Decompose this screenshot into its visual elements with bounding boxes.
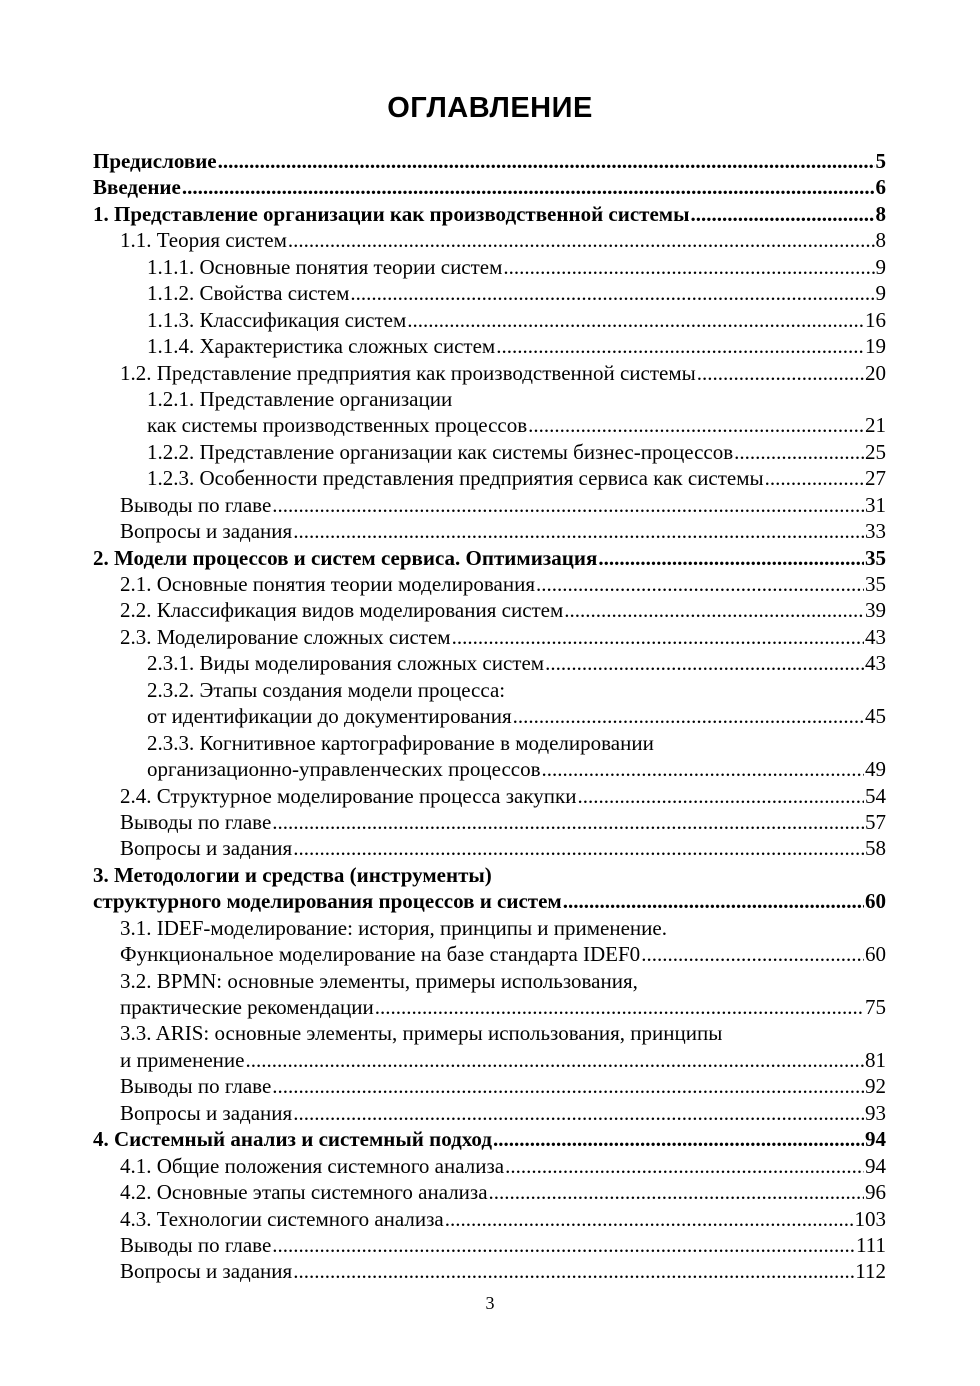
toc-entry-title: 4. Системный анализ и системный подход [93, 1127, 492, 1152]
toc-section[interactable] [93, 783, 886, 809]
toc-section[interactable] [93, 227, 886, 253]
toc-entry-page: 27 [865, 466, 886, 491]
toc-entry-title: 2.3.3. Когнитивное картографирование в моделировании [147, 730, 654, 755]
toc-entry-page: 9 [875, 254, 886, 279]
toc-subsection[interactable] [93, 333, 886, 359]
dot-leader [641, 941, 864, 967]
dot-leader [505, 1153, 864, 1179]
toc-section-line1[interactable] [93, 1020, 886, 1046]
dot-leader [272, 1232, 855, 1258]
toc-subsection[interactable] [93, 412, 886, 438]
toc-section[interactable] [93, 571, 886, 597]
toc-entry-page: 6 [875, 175, 886, 200]
toc-entry-page: 112 [855, 1259, 886, 1284]
toc-chapter[interactable] [93, 201, 886, 227]
toc-subsection[interactable] [93, 703, 886, 729]
toc-entry-page: 39 [865, 598, 886, 623]
dot-leader [493, 1126, 864, 1152]
dot-leader [407, 307, 864, 333]
dot-leader [452, 624, 864, 650]
dot-leader [218, 148, 875, 174]
toc-entry-page: 16 [865, 307, 886, 332]
dot-leader [272, 492, 864, 518]
dot-leader [513, 703, 864, 729]
toc-entry-page: 54 [865, 783, 886, 808]
toc-section[interactable] [93, 1153, 886, 1179]
dot-leader [350, 280, 874, 306]
dot-leader [182, 174, 875, 200]
toc-subsection-line1[interactable] [93, 386, 886, 412]
dot-leader [445, 1206, 854, 1232]
toc-entry-page: 103 [854, 1206, 886, 1231]
toc-entry-page: 9 [875, 281, 886, 306]
toc-entry-title: 1.2. Представление предприятия как производственной системы [120, 360, 696, 385]
toc-entry-title: структурного моделирования процессов и систем [93, 889, 562, 914]
toc-entry-page: 21 [865, 413, 886, 438]
toc-section[interactable] [93, 941, 886, 967]
dot-leader [503, 254, 874, 280]
dot-leader [563, 888, 864, 914]
toc-section[interactable] [93, 597, 886, 623]
toc-entry-page: 43 [865, 624, 886, 649]
dot-leader [489, 1179, 864, 1205]
toc-subsection[interactable] [93, 254, 886, 280]
toc-entry-title: 1.1.2. Свойства систем [147, 281, 350, 306]
toc-entry-page: 96 [865, 1180, 886, 1205]
toc-section[interactable] [93, 1047, 886, 1073]
toc-entry-title: 3.2. BPMN: основные элементы, примеры использования, [120, 968, 638, 993]
toc-entry-title: Выводы по главе [120, 1074, 272, 1099]
toc-entry-title: 1.1.3. Классификация систем [147, 307, 407, 332]
toc-entry-page: 20 [865, 360, 886, 385]
dot-leader [598, 545, 864, 571]
dot-leader [245, 1047, 864, 1073]
dot-leader [293, 835, 864, 861]
dot-leader [536, 571, 864, 597]
dot-leader [528, 412, 864, 438]
toc-entry-title: Вопросы и задания [120, 1259, 293, 1284]
toc-section[interactable] [93, 994, 886, 1020]
toc-subsection-line1[interactable] [93, 677, 886, 703]
toc-entry-page: 111 [856, 1232, 886, 1257]
toc-section[interactable] [93, 1100, 886, 1126]
dot-leader [542, 756, 864, 782]
toc-entry-title: 3. Методологии и средства (инструменты) [93, 862, 492, 887]
toc-entry-title: организационно-управленческих процессов [147, 757, 541, 782]
toc-entry-title: 3.3. ARIS: основные элементы, примеры использования, принципы [120, 1021, 723, 1046]
toc-entry-title: 2. Модели процессов и систем сервиса. Оптимизация [93, 545, 598, 570]
toc-entry-title: 1.1.4. Характеристика сложных систем [147, 334, 496, 359]
toc-entry-title: 1.1.1. Основные понятия теории систем [147, 254, 503, 279]
toc-subsection[interactable] [93, 439, 886, 465]
toc-entry-page: 31 [865, 492, 886, 517]
toc-subsection[interactable] [93, 650, 886, 676]
toc-entry-page: 75 [865, 995, 886, 1019]
toc-entry-title: Функциональное моделирование на базе стандарта IDEF0 [120, 942, 641, 967]
toc-entry-title: практические рекомендации [120, 995, 374, 1019]
toc-section[interactable] [93, 1206, 886, 1232]
toc-entry-title: 2.3.2. Этапы создания модели процесса: [147, 677, 506, 702]
toc-entry-page: 92 [865, 1074, 886, 1099]
dot-leader [496, 333, 864, 359]
toc-entry-page: 8 [875, 201, 886, 226]
toc-subsection[interactable] [93, 465, 886, 491]
dot-leader [375, 994, 864, 1020]
dot-leader [691, 201, 875, 227]
table-of-contents [93, 148, 886, 1285]
dot-leader [293, 1100, 864, 1126]
toc-entry-page: 5 [875, 149, 886, 173]
toc-entry-title: 1.2.3. Особенности представления предприятия сервиса как системы [147, 466, 764, 491]
toc-chapter[interactable] [93, 545, 886, 571]
toc-section[interactable] [93, 492, 886, 518]
toc-section[interactable] [93, 835, 886, 861]
dot-leader [564, 597, 864, 623]
toc-section-line1[interactable] [93, 968, 886, 994]
toc-entry-page: 8 [875, 228, 886, 253]
toc-entry-title: 2.2. Классификация видов моделирования систем [120, 598, 564, 623]
toc-entry[interactable] [93, 174, 886, 200]
toc-entry-page: 94 [865, 1153, 886, 1178]
page-number: 3 [485, 1293, 495, 1313]
toc-entry-page: 60 [865, 942, 886, 967]
toc-section[interactable] [93, 1179, 886, 1205]
toc-section[interactable] [93, 624, 886, 650]
toc-entry-page: 81 [865, 1047, 886, 1072]
dot-leader [734, 439, 864, 465]
dot-leader [293, 518, 864, 544]
toc-subsection-line1[interactable] [93, 730, 886, 756]
toc-entry-page: 33 [865, 519, 886, 544]
toc-section[interactable] [93, 1258, 886, 1284]
toc-entry-title: Предисловие [93, 149, 217, 173]
toc-entry-title: Вопросы и задания [120, 519, 293, 544]
toc-entry-title: 1.2.2. Представление организации как системы бизнес-процессов [147, 439, 734, 464]
toc-entry-page: 60 [865, 889, 886, 914]
toc-entry-title: 4.3. Технологии системного анализа [120, 1206, 444, 1231]
toc-section[interactable] [93, 1232, 886, 1258]
page-title: ОГЛАВЛЕНИЕ [387, 92, 593, 124]
toc-entry-page: 45 [865, 704, 886, 729]
toc-entry[interactable] [93, 148, 886, 174]
toc-section[interactable] [93, 360, 886, 386]
toc-entry-page: 94 [865, 1127, 886, 1152]
toc-section[interactable] [93, 809, 886, 835]
toc-entry-title: 3.1. IDEF-моделирование: история, принципы и применение. [120, 915, 667, 940]
toc-entry-title: как системы производственных процессов [147, 413, 528, 438]
toc-entry-title: Вопросы и задания [120, 836, 293, 861]
toc-subsection[interactable] [93, 756, 886, 782]
dot-leader [272, 1073, 864, 1099]
toc-entry-title: 2.1. Основные понятия теории моделирования [120, 572, 535, 596]
toc-entry-title: 2.3. Моделирование сложных систем [120, 624, 451, 649]
toc-entry-title: 4.1. Общие положения системного анализа [120, 1153, 505, 1178]
toc-entry-title: Выводы по главе [120, 809, 272, 834]
toc-entry-title: Вопросы и задания [120, 1100, 293, 1125]
toc-entry-title: 1.1. Теория систем [120, 228, 287, 253]
toc-entry-page: 43 [865, 651, 886, 676]
toc-entry-title: 1. Представление организации как производственной системы [93, 201, 690, 226]
toc-entry-title: Введение [93, 175, 181, 200]
dot-leader [272, 809, 864, 835]
toc-subsection[interactable] [93, 307, 886, 333]
toc-section[interactable] [93, 1073, 886, 1099]
dot-leader [545, 650, 864, 676]
toc-entry-title: 2.3.1. Виды моделирования сложных систем [147, 651, 545, 676]
dot-leader [577, 783, 864, 809]
toc-entry-page: 35 [865, 572, 886, 596]
dot-leader [697, 360, 864, 386]
toc-entry-title: 1.2.1. Представление организации [147, 386, 453, 411]
toc-entry-page: 25 [865, 439, 886, 464]
toc-entry-title: Выводы по главе [120, 1232, 272, 1257]
toc-entry-page: 57 [865, 809, 886, 834]
toc-entry-title: 2.4. Структурное моделирование процесса закупки [120, 783, 577, 808]
toc-entry-title: Выводы по главе [120, 492, 272, 517]
toc-entry-page: 35 [865, 545, 886, 570]
toc-entry-page: 49 [865, 757, 886, 782]
dot-leader [288, 227, 875, 253]
toc-subsection[interactable] [93, 280, 886, 306]
toc-chapter[interactable] [93, 1126, 886, 1152]
toc-section-line1[interactable] [93, 915, 886, 941]
toc-entry-title: и применение [120, 1047, 245, 1072]
dot-leader [765, 465, 864, 491]
toc-entry-page: 58 [865, 836, 886, 861]
toc-chapter[interactable] [93, 888, 886, 914]
toc-entry-page: 19 [865, 334, 886, 359]
toc-entry-page: 93 [865, 1100, 886, 1125]
toc-section[interactable] [93, 518, 886, 544]
toc-entry-title: 4.2. Основные этапы системного анализа [120, 1180, 488, 1205]
toc-entry-title: от идентификации до документирования [147, 704, 512, 729]
dot-leader [293, 1258, 854, 1284]
toc-chapter-line1[interactable] [93, 862, 886, 888]
